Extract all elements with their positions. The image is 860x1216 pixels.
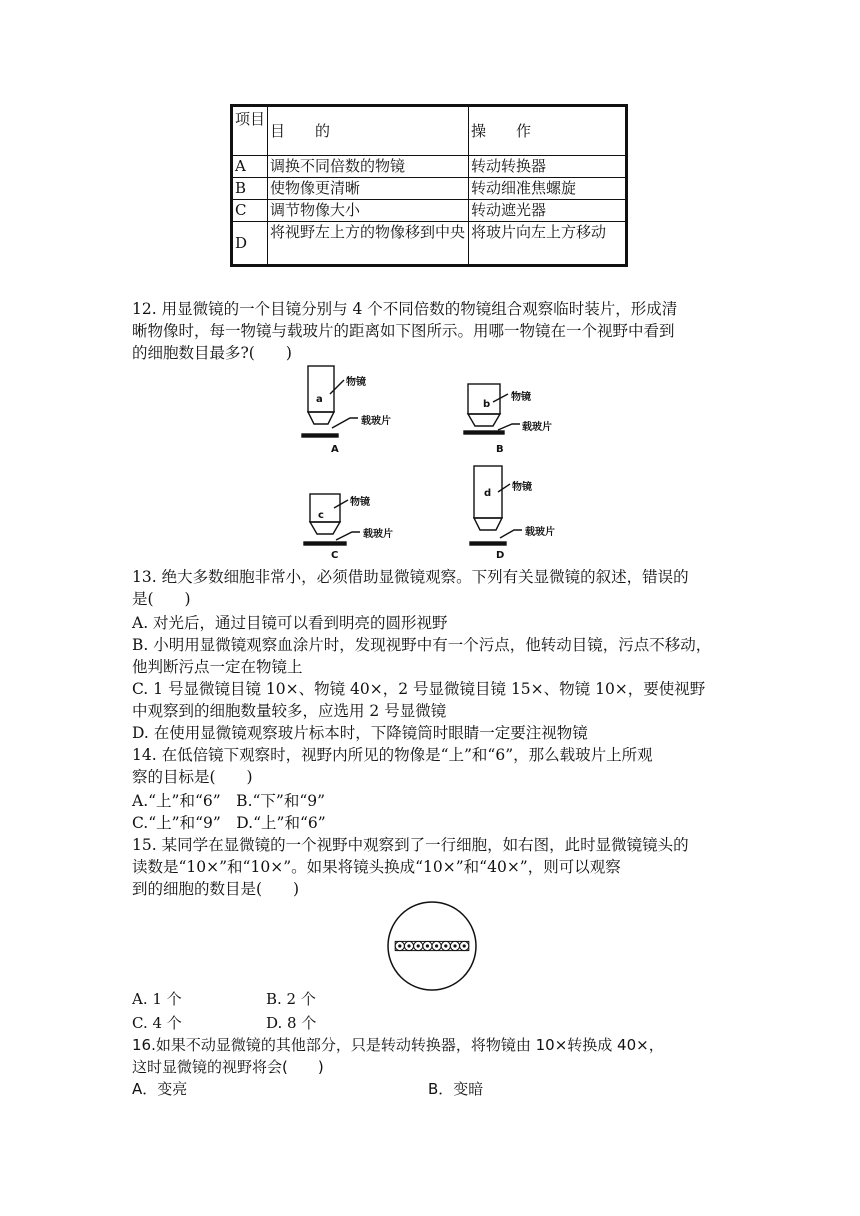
objective-label: 物镜 <box>512 482 532 493</box>
figure-caption: C <box>331 550 339 561</box>
slide-label: 载玻片 <box>525 527 555 538</box>
table-row <box>232 156 627 178</box>
cell-nucleus <box>398 944 401 947</box>
table-cell: 将视野左上方的物像移到中央 <box>268 222 469 266</box>
microscope-field-of-view <box>386 900 478 992</box>
q14-line: 察的目标是( ) <box>132 768 253 786</box>
operations-table <box>230 104 628 267</box>
table-header-cell: 目 的 <box>268 106 469 156</box>
q13-option: D. 在使用显微镜观察玻片标本时，下降镜筒时眼睛一定要注视物镜 <box>132 724 588 742</box>
table-cell: 将玻片向左上方移动 <box>469 222 627 266</box>
table-cell: A <box>232 156 268 178</box>
cell-nucleus <box>435 944 438 947</box>
objective-label: 物镜 <box>346 377 366 388</box>
q13-line: 是( ) <box>132 590 191 608</box>
q15-line: 15. 某同学在显微镜的一个视野中观察到了一行细胞，如右图，此时显微镜镜头的 <box>132 836 689 854</box>
table-cell: B <box>232 178 268 200</box>
objective-lens-figure <box>290 362 590 570</box>
q13-line: 13. 绝大多数细胞非常小，必须借助显微镜观察。下列有关显微镜的叙述，错误的 <box>132 568 689 586</box>
lens-letter: d <box>484 488 492 499</box>
figure-caption: A <box>331 444 339 455</box>
lens-letter: b <box>483 399 491 410</box>
cell-nucleus <box>417 944 420 947</box>
q15-line: 到的细胞的数目是( ) <box>132 880 300 898</box>
table-cell: 使物像更清晰 <box>268 178 469 200</box>
q15-option-a: A. 1 个 <box>132 990 182 1008</box>
q12-line: 12. 用显微镜的一个目镜分别与 4 个不同倍数的物镜组合观察临时装片，形成清 <box>132 300 678 318</box>
slide-label: 载玻片 <box>363 529 393 540</box>
table-header-row <box>232 106 627 156</box>
q14-option: C.“上”和“9” D.“上”和“6” <box>132 814 326 832</box>
q12-line: 的细胞数目最多?( ) <box>132 344 292 362</box>
cell-nucleus <box>453 944 456 947</box>
table-header-cell: 操 作 <box>469 106 627 156</box>
table-cell: C <box>232 200 268 222</box>
cell-nucleus <box>444 944 447 947</box>
cell-row <box>395 941 469 950</box>
figure-caption: D <box>496 550 505 561</box>
objective-label: 物镜 <box>511 392 531 403</box>
cell-nucleus <box>463 944 466 947</box>
table-row <box>232 222 627 266</box>
q15-line: 读数是“10×”和“10×”。如果将镜头换成“10×”和“40×”，则可以观察 <box>132 858 621 876</box>
objective-label: 物镜 <box>350 497 370 508</box>
q14-line: 14. 在低倍镜下观察时，视野内所见的物像是“上”和“6”，那么载玻片上所观 <box>132 746 653 764</box>
q16-option-b: B．变暗 <box>428 1080 484 1098</box>
table-cell: 调换不同倍数的物镜 <box>268 156 469 178</box>
q13-option: 中观察到的细胞数量较多，应选用 2 号显微镜 <box>132 702 447 720</box>
q13-option: C. 1 号显微镜目镜 10×、物镜 40×，2 号显微镜目镜 15×、物镜 10×，要使视野 <box>132 680 706 698</box>
table-row <box>232 178 627 200</box>
table-cell: 转动转换器 <box>469 156 627 178</box>
table-cell: 调节物像大小 <box>268 200 469 222</box>
q13-option: 他判断污点一定在物镜上 <box>132 658 303 676</box>
q12-line: 晰物像时，每一物镜与载玻片的距离如下图所示。用哪一物镜在一个视野中看到 <box>132 322 675 340</box>
cell-nucleus <box>426 944 429 947</box>
table-cell: 转动细准焦螺旋 <box>469 178 627 200</box>
table-cell: 转动遮光器 <box>469 200 627 222</box>
q13-option: A. 对光后，通过目镜可以看到明亮的圆形视野 <box>132 614 448 632</box>
figure-caption: B <box>496 444 504 455</box>
q15-option-b: B. 2 个 <box>266 990 316 1008</box>
q13-option: B. 小明用显微镜观察血涂片时，发现视野中有一个污点，他转动目镜，污点不移动， <box>132 636 712 654</box>
table-cell: D <box>232 222 268 266</box>
q15-option-d: D. 8 个 <box>266 1014 317 1032</box>
q16-line: 16.如果不动显微镜的其他部分，只是转动转换器，将物镜由 10×转换成 40×， <box>132 1036 664 1054</box>
table-row <box>232 200 627 222</box>
q16-option-a: A．变亮 <box>132 1080 188 1098</box>
slide-label: 载玻片 <box>522 422 552 433</box>
q16-line: 这时显微镜的视野将会( ) <box>132 1058 324 1076</box>
table-header-cell: 项目 <box>232 106 268 156</box>
q15-option-c: C. 4 个 <box>132 1014 182 1032</box>
lens-letter: c <box>318 510 324 521</box>
q14-option: A.“上”和“6” B.“下”和“9” <box>132 792 326 810</box>
lens-letter: a <box>316 394 323 405</box>
slide-label: 载玻片 <box>361 416 391 427</box>
cell-nucleus <box>407 944 410 947</box>
